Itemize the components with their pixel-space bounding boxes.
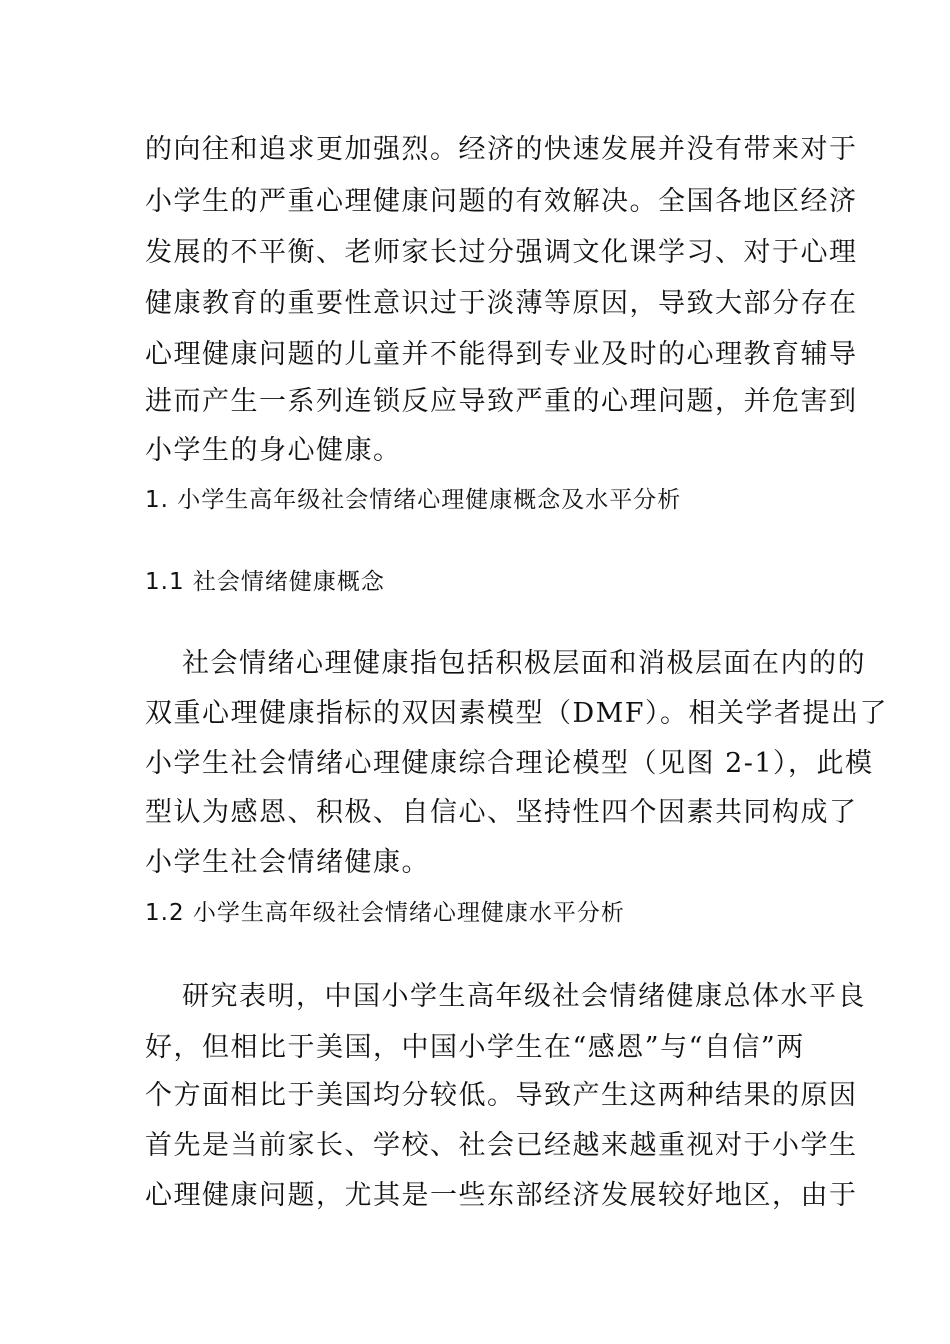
paragraph-line: 小学生社会情绪健康。 <box>145 847 430 878</box>
paragraph-line: 社会情绪心理健康指包括积极层面和消极层面在内的的 <box>182 648 866 679</box>
subsection-heading: 1.1 社会情绪健康概念 <box>145 569 385 595</box>
paragraph-line: 健康教育的重要性意识过于淡薄等原因，导致大部分存在 <box>145 288 858 319</box>
paragraph-line: 心理健康问题的儿童并不能得到专业及时的心理教育辅导 <box>145 339 858 370</box>
paragraph-line: 小学生的身心健康。 <box>145 435 402 466</box>
paragraph-line: 好，但相比于美国，中国小学生在“感恩”与“自信”两 <box>145 1032 805 1063</box>
paragraph-line: 小学生社会情绪心理健康综合理论模型（见图 2-1），此模 <box>145 748 874 779</box>
paragraph-line: 的向往和追求更加强烈。经济的快速发展并没有带来对于 <box>145 134 858 165</box>
paragraph-line: 小学生的严重心理健康问题的有效解决。全国各地区经济 <box>145 186 858 217</box>
paragraph-line: 发展的不平衡、老师家长过分强调文化课学习、对于心理 <box>145 237 858 268</box>
paragraph-line: 心理健康问题，尤其是一些东部经济发展较好地区，由于 <box>145 1180 858 1211</box>
subsection-heading: 1.2 小学生高年级社会情绪心理健康水平分析 <box>145 900 625 926</box>
paragraph-line: 进而产生一系列连锁反应导致严重的心理问题，并危害到 <box>145 386 858 417</box>
paragraph-line: 双重心理健康指标的双因素模型（DMF）。相关学者提出了 <box>145 698 889 729</box>
section-heading: 1. 小学生高年级社会情绪心理健康概念及水平分析 <box>145 487 682 513</box>
paragraph-line: 个方面相比于美国均分较低。导致产生这两种结果的原因 <box>145 1080 858 1111</box>
paragraph-line: 型认为感恩、积极、自信心、坚持性四个因素共同构成了 <box>145 797 858 828</box>
paragraph-line: 研究表明，中国小学生高年级社会情绪健康总体水平良 <box>182 981 866 1012</box>
paragraph-line: 首先是当前家长、学校、社会已经越来越重视对于小学生 <box>145 1130 858 1161</box>
